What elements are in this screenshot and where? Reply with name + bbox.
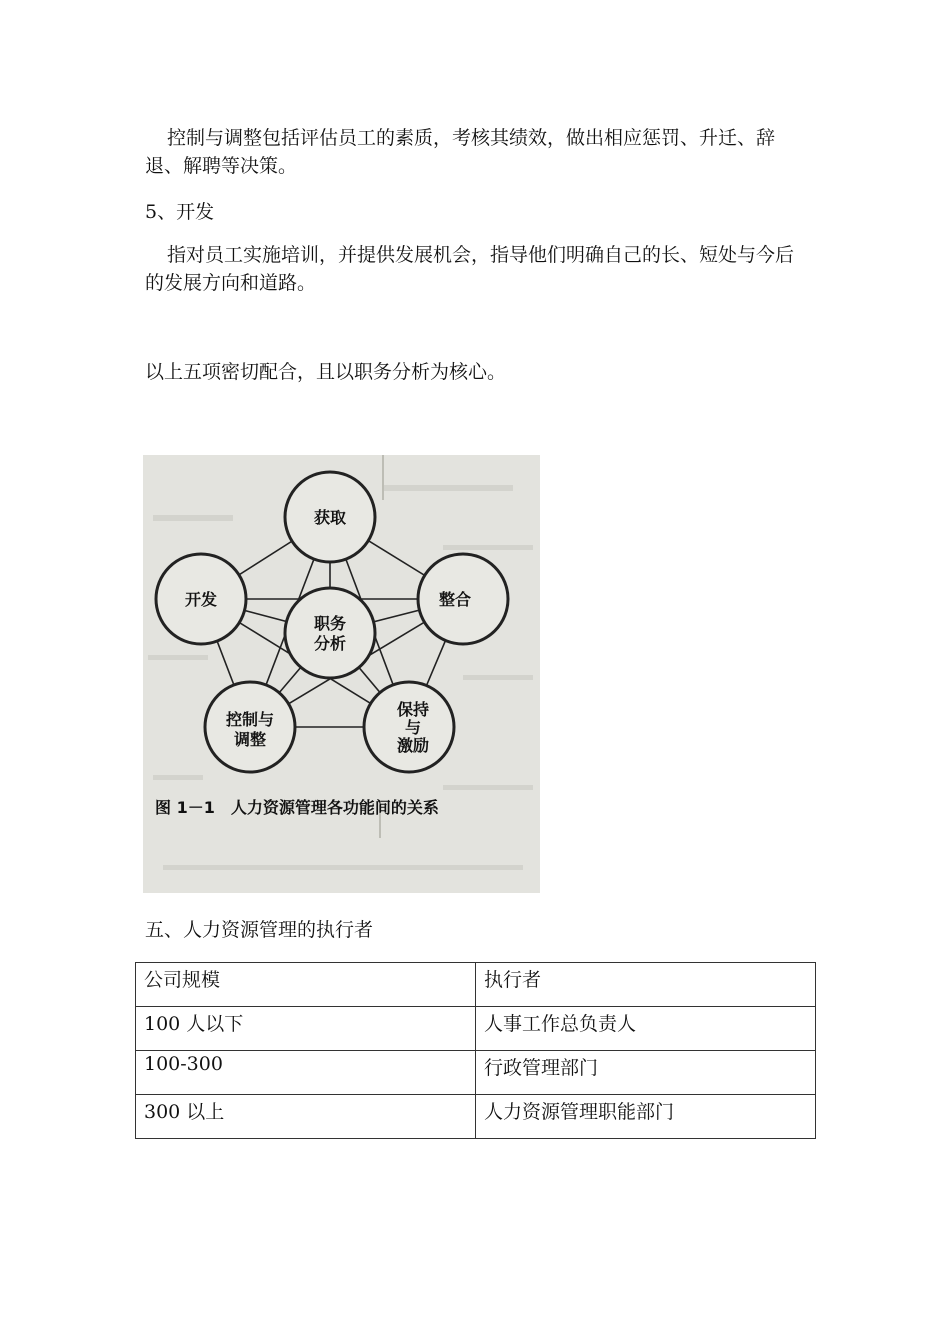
cell-size: 300 以上 bbox=[136, 1095, 476, 1139]
label-acquire: 获取 bbox=[313, 508, 347, 527]
header-executor: 执行者 bbox=[476, 963, 816, 1007]
executor-table bbox=[135, 962, 816, 1139]
label-control-line1: 控制与 bbox=[225, 710, 275, 729]
paragraph-develop: 指对员工实施培训，并提供发展机会，指导他们明确自己的长、短处与今后的发展方向和道路。 bbox=[145, 244, 795, 294]
paragraph-control: 控制与调整包括评估员工的素质，考核其绩效，做出相应惩罚、升迁、辞退、解聘等决策。 bbox=[145, 127, 776, 177]
cell-executor: 人力资源管理职能部门 bbox=[476, 1095, 816, 1139]
diagram-svg bbox=[143, 455, 540, 893]
figure-caption: 图 1－1 人力资源管理各功能间的关系 bbox=[155, 798, 439, 817]
label-develop: 开发 bbox=[184, 590, 218, 609]
label-integrate: 整合 bbox=[438, 590, 472, 609]
cell-executor: 行政管理部门 bbox=[476, 1051, 816, 1095]
label-center-line2: 分析 bbox=[313, 634, 347, 653]
cell-executor: 人事工作总负责人 bbox=[476, 1007, 816, 1051]
label-maintain-line1: 保持 bbox=[396, 700, 430, 719]
table-row bbox=[136, 1051, 816, 1095]
paragraph-summary: 以上五项密切配合，且以职务分析为核心。 bbox=[145, 361, 507, 383]
header-company-size: 公司规模 bbox=[136, 963, 476, 1007]
table-row bbox=[136, 1095, 816, 1139]
cell-size: 100 人以下 bbox=[136, 1007, 476, 1051]
table-header-row bbox=[136, 963, 816, 1007]
label-control-line2: 调整 bbox=[233, 730, 267, 749]
cell-size: 100-300 bbox=[136, 1051, 476, 1095]
node-center bbox=[285, 588, 375, 678]
label-maintain-line2: 与 bbox=[404, 718, 422, 737]
label-center-line1: 职务 bbox=[313, 614, 347, 633]
heading-develop: 5、开发 bbox=[145, 201, 215, 223]
table-row bbox=[136, 1007, 816, 1051]
label-maintain-line3: 激励 bbox=[396, 736, 430, 755]
section-heading: 五、人力资源管理的执行者 bbox=[145, 919, 374, 941]
hr-function-diagram bbox=[143, 455, 540, 893]
